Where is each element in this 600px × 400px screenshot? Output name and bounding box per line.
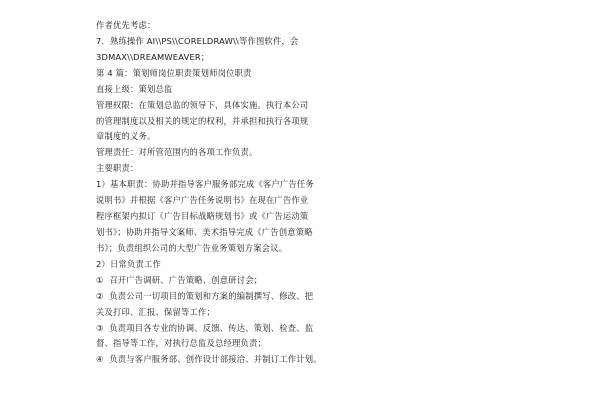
document-paragraph: 1）基本职责：协助并指导客户服务部完成《客户广告任务 bbox=[96, 179, 314, 190]
document-paragraph: 督、指导等工作，对执行总监及总经理负责； bbox=[96, 338, 266, 349]
document-paragraph: 直接上级：策划总监 bbox=[96, 83, 173, 94]
document-paragraph: 3DMAX\\DREAMWEAVER； bbox=[96, 51, 210, 62]
document-paragraph: 主要职责： bbox=[96, 163, 139, 174]
document-paragraph: 作者优先考虑： bbox=[96, 20, 156, 30]
document-paragraph: ② 负责公司一切项目的策划和方案的编制撰写、修改、把 bbox=[96, 290, 314, 301]
document-paragraph: 2）日常负责工作 bbox=[96, 258, 161, 269]
document-paragraph: 划书》；协助并指导文案师、美术指导完成《广告创意策略 bbox=[96, 226, 313, 237]
document-paragraph: ③ 负责项目各专业的协调、反馈、传达、策划、检查、监 bbox=[96, 322, 314, 333]
document-paragraph: ① 召开广告调研、广告策略、创意研讨会； bbox=[96, 274, 263, 285]
document-paragraph: 书》；负责组织公司的大型广告业务策划方案会议。 bbox=[96, 242, 288, 253]
document-paragraph: 说明书》并根据《客户广告任务说明书》在现在广告作业 bbox=[96, 195, 309, 206]
document-paragraph: 程序框架内拟订《广告目标战略规划书》或《广告运动策 bbox=[96, 211, 309, 222]
document-paragraph: 的管理制度以及相关的规定的权利，并承担和执行各项规 bbox=[96, 115, 309, 126]
document-paragraph: ④ 负责与客户服务部、创作设计部接洽、并制订工作计划。 bbox=[96, 354, 322, 365]
document-paragraph: 管理责任：对所管范围内的各项工作负责。 bbox=[96, 147, 258, 158]
document-paragraph: 章制度的义务。 bbox=[96, 131, 156, 142]
document-paragraph: 关及打印、汇报、保留等工作； bbox=[96, 306, 215, 317]
document-paragraph: 管理权限：在策划总监的领导下，具体实施。执行本公司 bbox=[96, 99, 309, 110]
document-body bbox=[96, 18, 504, 368]
document-paragraph: 7．熟练操作 AI\\PS\\CORELDRAW\\等作图软件，会 bbox=[96, 35, 299, 46]
document-paragraph: 第 4 篇：策划师岗位职责策划师岗位职责 bbox=[96, 67, 252, 78]
